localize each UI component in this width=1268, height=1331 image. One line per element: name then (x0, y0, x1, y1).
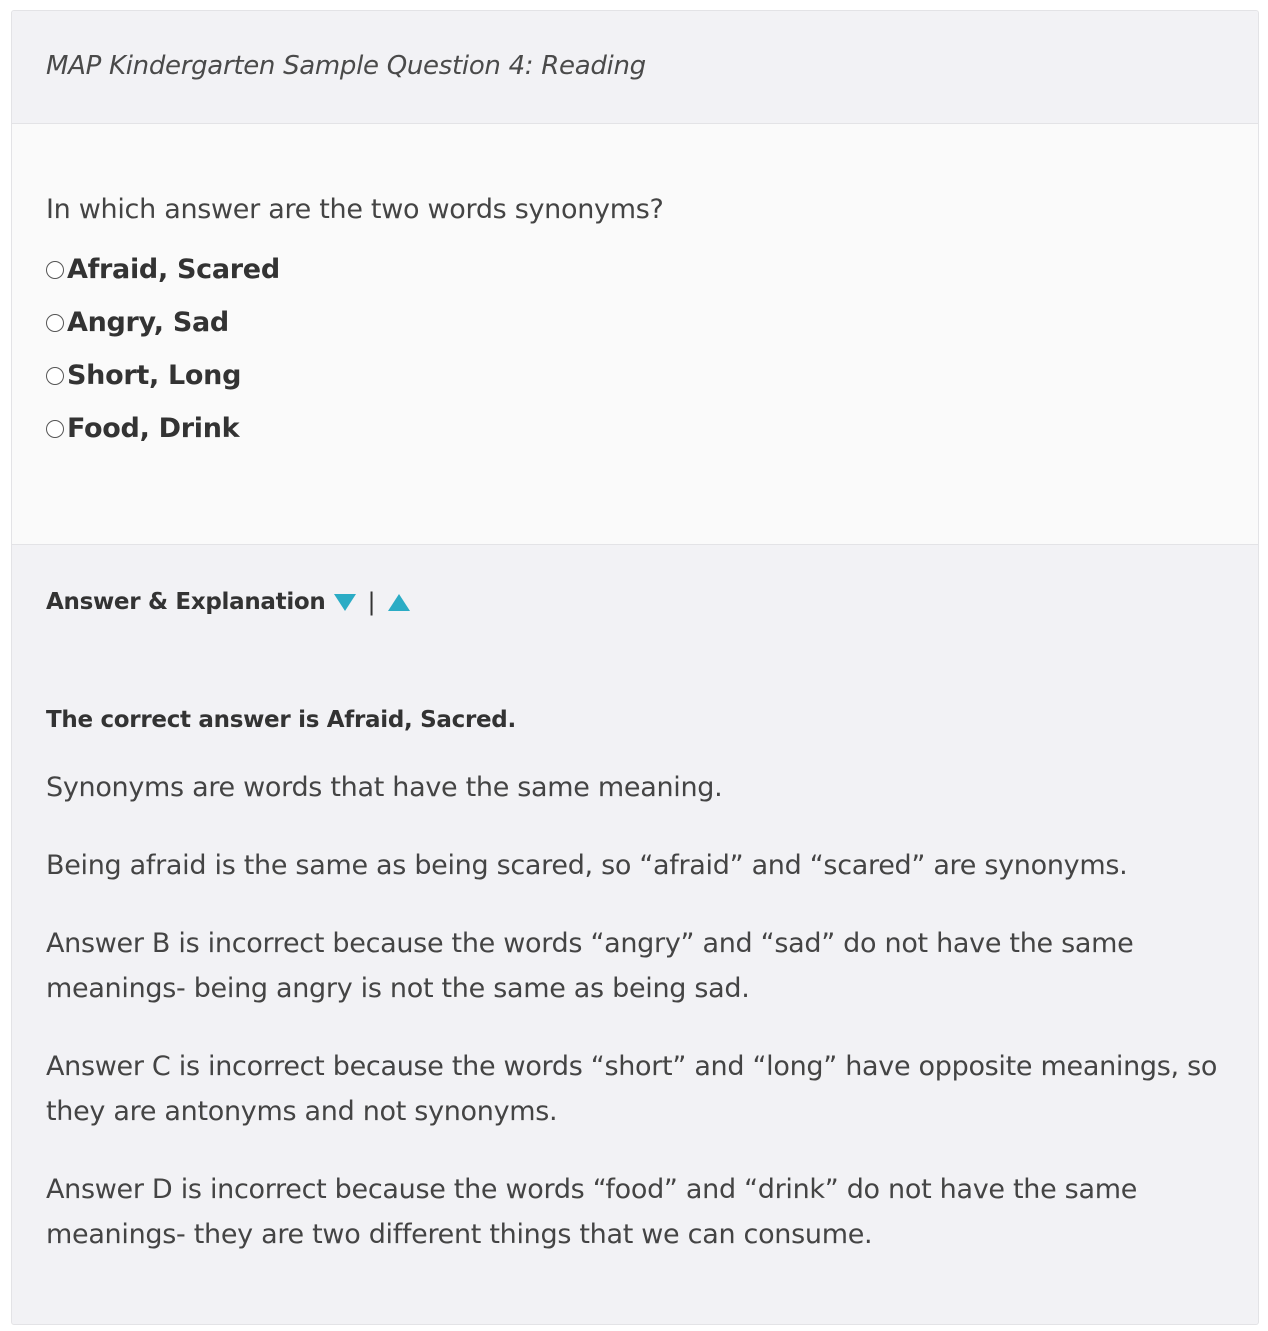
question-prompt: In which answer are the two words synonyms? (46, 194, 664, 225)
explanation-section (12, 545, 1258, 1257)
question-section (12, 124, 1258, 545)
radio-button[interactable] (46, 420, 64, 438)
question-card (11, 10, 1259, 1325)
radio-button[interactable] (46, 261, 64, 279)
page-title: MAP Kindergarten Sample Question 4: Reading (46, 51, 646, 81)
answer-option-a[interactable] (46, 247, 1224, 300)
explanation-paragraph: Synonyms are words that have the same meaning. (46, 772, 723, 803)
toggle-separator: | (367, 588, 376, 616)
answer-option-b[interactable] (46, 300, 1224, 353)
card-header (12, 11, 1258, 124)
explanation-paragraph: Answer B is incorrect because the words “angry” and “sad” do not have the same meanings- being angry is not the same as being sad. (46, 928, 1134, 1004)
option-label[interactable]: Short, Long (67, 360, 242, 391)
explanation-paragraph: Being afraid is the same as being scared, so “afraid” and “scared” are synonyms. (46, 850, 1128, 881)
correct-answer: The correct answer is Afraid, Sacred. (46, 707, 516, 733)
answer-option-c[interactable] (46, 353, 1224, 406)
option-label[interactable]: Angry, Sad (67, 307, 229, 338)
collapse-arrow-icon[interactable] (388, 594, 410, 611)
radio-button[interactable] (46, 314, 64, 332)
explanation-paragraph: Answer C is incorrect because the words “short” and “long” have opposite meanings, so they are antonyms and not synonyms. (46, 1051, 1218, 1127)
option-label[interactable]: Afraid, Scared (67, 254, 280, 285)
explanation-title: Answer & Explanation (46, 589, 326, 615)
explanation-toggle (46, 585, 1224, 619)
option-label[interactable]: Food, Drink (67, 413, 240, 444)
explanation-paragraph: Answer D is incorrect because the words “food” and “drink” do not have the same meanings- they are two different things that we can consume. (46, 1174, 1138, 1250)
radio-button[interactable] (46, 367, 64, 385)
expand-arrow-icon[interactable] (334, 594, 356, 611)
answer-option-d[interactable] (46, 406, 1224, 459)
